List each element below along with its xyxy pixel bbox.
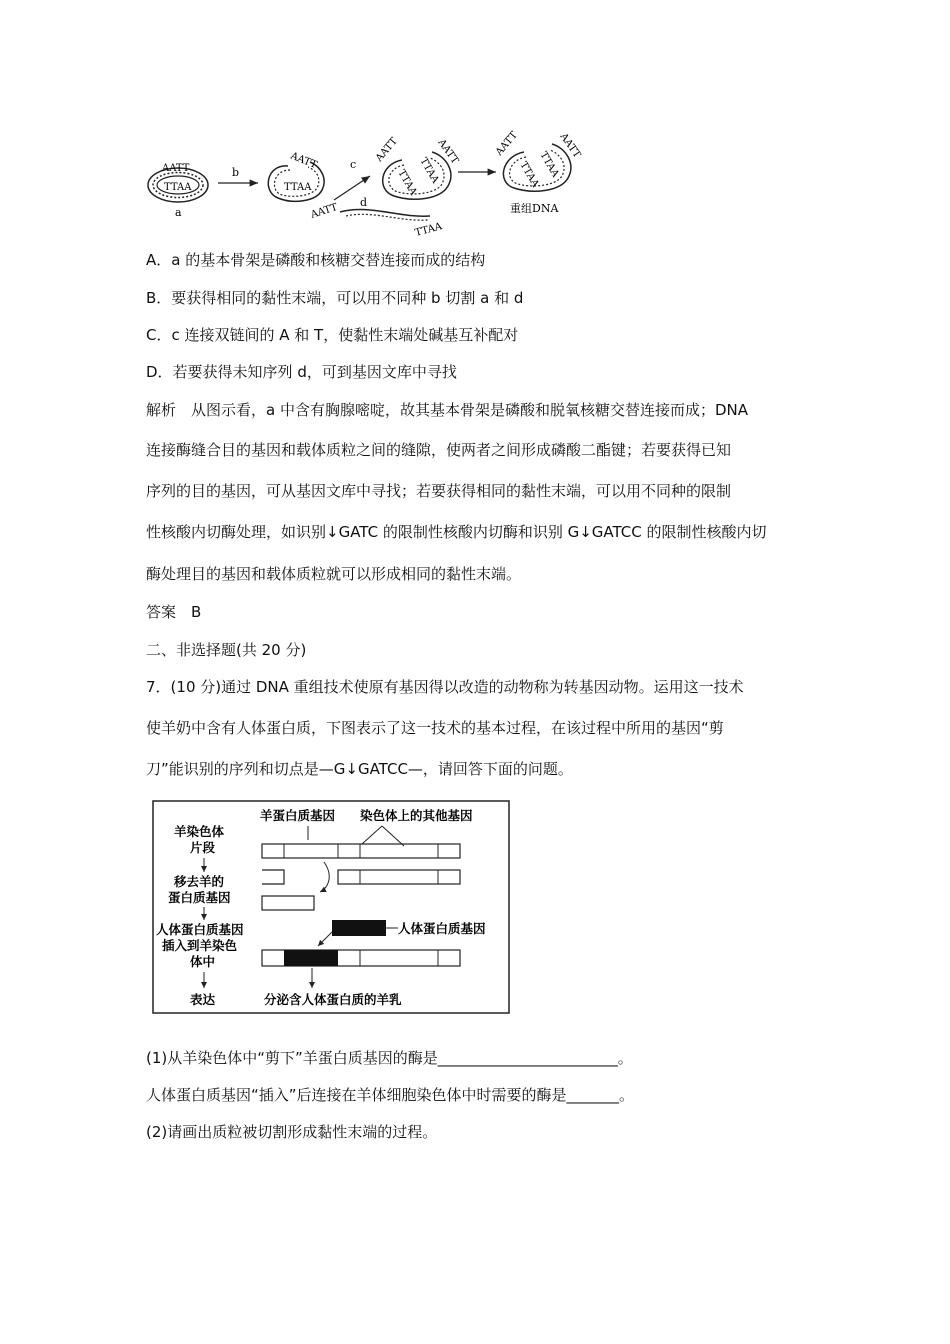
human-gene-label: 人体蛋白质基因 [398, 921, 486, 936]
sub-question-1b: 人体蛋白质基因“插入”后连接在羊体细胞染色体中时需要的酶是_______。 [146, 1086, 635, 1104]
ttaa-label: TTAA [417, 156, 441, 186]
option-d: D．若要获得未知序列 d，可到基因文库中寻找 [146, 363, 457, 381]
sheep-gene-label: 羊蛋白质基因 [260, 808, 336, 823]
aatt-label: AATT [373, 135, 400, 164]
step-label: 人体蛋白质基因 [156, 922, 244, 937]
ttaa-label: TTAA [395, 168, 419, 198]
human-gene-block [332, 920, 386, 936]
step-label: 体中 [190, 954, 216, 969]
step-label: 表达 [190, 992, 216, 1007]
chromosome-cut [262, 862, 460, 910]
label-d: d [360, 196, 368, 209]
fragment-d [309, 196, 444, 239]
step-label: 移去羊的 [174, 874, 225, 889]
aatt-label: AATT [288, 150, 319, 172]
sub-question-1a: (1)从羊染色体中“剪下”羊蛋白质基因的酶是________________________。 [146, 1049, 633, 1067]
aatt-label: AATT [309, 201, 340, 221]
chromosome-intact [262, 844, 460, 858]
option-c: C．c 连接双链间的 A 和 T，使黏性末端处碱基互补配对 [146, 326, 519, 344]
result-label: 分泌含人体蛋白质的羊乳 [264, 992, 402, 1007]
answer: 答案 B [146, 603, 202, 621]
aatt-label: AATT [162, 163, 190, 174]
aatt-label: AATT [493, 129, 520, 158]
label-c: c [350, 158, 357, 171]
analysis-line: 酶处理目的基因和载体质粒就可以形成相同的黏性末端。 [146, 565, 522, 583]
dna-recombination-figure [140, 120, 610, 245]
option-b: B．要获得相同的黏性末端，可以用不同种 b 切割 a 和 d [146, 289, 524, 307]
sub-question-2: (2)请画出质粒被切割形成黏性末端的过程。 [146, 1123, 438, 1141]
label-b: b [232, 166, 240, 179]
step-label: 插入到羊染色 [162, 938, 238, 953]
aatt-label: AATT [435, 137, 461, 167]
recombinant-dna-label: 重组DNA [510, 202, 559, 215]
annealed-plasmid [373, 136, 460, 200]
step-label: 羊染色体 [174, 824, 225, 839]
step-label: 蛋白质基因 [168, 890, 231, 905]
option-a: A．a 的基本骨架是磷酸和核糖交替连接而成的结构 [146, 251, 486, 269]
analysis-line: 解析 从图示看，a 中含有胸腺嘧啶，故其基本骨架是磷酸和脱氧核糖交替连接而成；DNA [146, 401, 748, 419]
analysis-line: 序列的目的基因，可从基因文库中寻找；若要获得相同的黏性末端，可以用不同种的限制 [146, 482, 732, 500]
cut-plasmid [268, 150, 324, 201]
analysis-line: 性核酸内切酶处理，如识别↓GATC 的限制性核酸内切酶和识别 G↓GATCC 的限制性核酸内切 [146, 523, 767, 541]
section-heading: 二、非选择题(共 20 分) [146, 641, 307, 659]
label-a: a [175, 206, 182, 219]
question-7-line: 7．(10 分)通过 DNA 重组技术使原有基因得以改造的动物称为转基因动物。运用这一技术 [146, 678, 744, 696]
chromosome-recombined [262, 950, 460, 966]
plasmid-a [148, 163, 208, 219]
other-genes-label: 染色体上的其他基因 [360, 808, 473, 823]
question-7-line: 刀”能识别的序列和切点是—G↓GATCC—，请回答下面的问题。 [146, 760, 573, 778]
question-7-line: 使羊奶中含有人体蛋白质，下图表示了这一技术的基本过程，在该过程中所用的基因“剪 [146, 719, 724, 737]
transgenic-process-figure [152, 800, 510, 1014]
ttaa-label: TTAA [537, 150, 561, 180]
ttaa-label: TTAA [284, 182, 312, 193]
ttaa-label: TTAA [413, 221, 444, 239]
ttaa-label: TTAA [164, 182, 192, 193]
recombinant-dna [493, 130, 582, 215]
ttaa-label: TTAA [517, 160, 541, 190]
step-label: 片段 [190, 840, 216, 855]
removed-sheep-gene [262, 896, 314, 910]
analysis-line: 连接酶缝合目的基因和载体质粒之间的缝隙，使两者之间形成磷酸二酯键；若要获得已知 [146, 441, 732, 459]
aatt-label: AATT [557, 131, 583, 161]
